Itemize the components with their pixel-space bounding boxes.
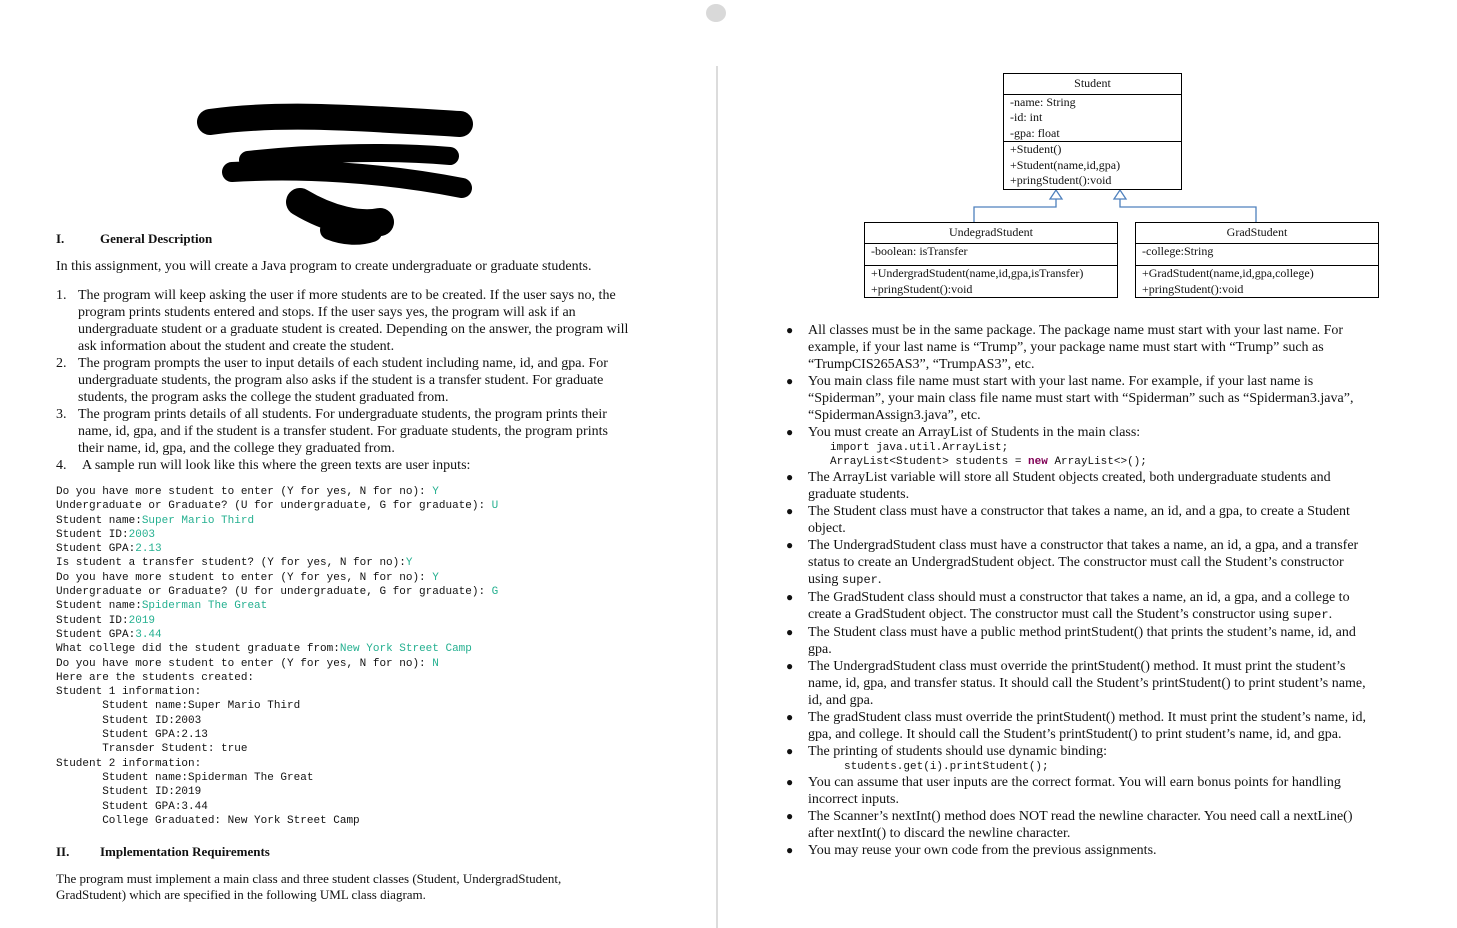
user-input: Super Mario Third xyxy=(141,514,255,527)
sample-run-line xyxy=(56,585,498,599)
uml-undergrad-methods xyxy=(865,266,1117,297)
step-number: 2. xyxy=(56,356,67,371)
sample-run-line xyxy=(56,485,498,499)
console-prompt: Undergraduate or Graduate? (U for undergraduate, G for graduate): xyxy=(56,500,492,513)
sample-run-line xyxy=(56,499,498,513)
bullet-icon: ● xyxy=(786,470,794,484)
requirement-text: The ArrayList variable will store all Student objects created, both undergraduate students and graduate students. xyxy=(808,470,1331,502)
sample-run-line xyxy=(56,514,498,528)
user-input: Y xyxy=(432,571,439,584)
bullet-icon: ● xyxy=(786,809,794,823)
sample-run-line xyxy=(56,742,498,756)
bullet-icon: ● xyxy=(786,504,794,518)
console-prompt: Do you have more student to enter (Y for yes, N for no): xyxy=(56,486,433,498)
requirement-text: The gradStudent class must override the printStudent() method. It must print the student’s name, id, gpa, and college. It should call the Student’s printStudent() to print student’s name, id, and gpa. xyxy=(808,710,1366,742)
requirement-item xyxy=(786,743,1368,774)
uml-grad-title: GradStudent xyxy=(1136,223,1378,244)
sample-run-line xyxy=(56,714,498,728)
console-prompt: Undergraduate or Graduate? (U for undergraduate, G for graduate): xyxy=(56,586,492,599)
section-2-title: Implementation Requirements xyxy=(100,844,270,859)
sample-run-line xyxy=(56,685,498,699)
sample-run-line xyxy=(56,671,498,685)
redaction-scribble xyxy=(0,0,716,260)
requirement-text: The Scanner’s nextInt() method does NOT read the newline character. You need call a nextLine() after nextInt() to discard the newline character. xyxy=(808,809,1353,841)
requirement-text: The Student class must have a constructor that takes a name, an id, and a gpa, to create a Student object. xyxy=(808,504,1350,536)
uml-student-title: Student xyxy=(1004,74,1181,95)
uml-method: +Student() xyxy=(1010,142,1062,156)
undergrad-inheritance-line xyxy=(974,198,1056,222)
uml-undergrad-attributes xyxy=(865,244,1117,267)
bullet-icon: ● xyxy=(786,843,794,857)
sample-run-line xyxy=(56,728,498,742)
section-2-heading xyxy=(56,844,270,860)
requirement-item xyxy=(786,658,1368,709)
console-prompt: Student GPA: xyxy=(56,543,136,556)
undergrad-arrowhead xyxy=(1050,190,1062,199)
requirement-text: You must create an ArrayList of Students in the main class: xyxy=(808,425,1141,440)
uml-grad-methods xyxy=(1136,266,1378,297)
bullet-icon: ● xyxy=(786,744,794,758)
intro-paragraph: In this assignment, you will create a Java program to create undergraduate or graduate students. xyxy=(56,259,592,274)
sample-run-line xyxy=(56,528,498,542)
code-arraylist-line xyxy=(808,455,1368,469)
bullet-icon: ● xyxy=(786,590,794,604)
section-1-title: General Description xyxy=(100,231,213,246)
code-super: super xyxy=(841,573,878,587)
console-prompt: Student GPA:2.13 xyxy=(56,729,208,742)
step-text: The program prompts the user to input details of each student including name, id, and gpa. For undergraduate students, the program also asks if the student is a transfer student. For graduate students, the program asks the college the student graduated from. xyxy=(78,356,608,405)
user-input: Y xyxy=(432,486,439,498)
bullet-icon: ● xyxy=(786,775,794,789)
bullet-icon: ● xyxy=(786,625,794,639)
uml-method: +pringStudent():void xyxy=(1010,173,1112,187)
requirement-text: You can assume that user inputs are the correct format. You will earn bonus points for handling incorrect inputs. xyxy=(808,775,1341,807)
uml-student-attributes xyxy=(1004,95,1181,143)
step-text: The program will keep asking the user if more students are to be created. If the user says no, the program prints students entered and stops. If the user says yes, the program will ask if an undergraduate student or a graduate student is created. Depending on the answer, the program will ask information about the student and create the student. xyxy=(78,288,629,354)
requirement-item xyxy=(786,322,1368,373)
uml-student-methods xyxy=(1004,142,1181,189)
user-input: N xyxy=(432,657,439,670)
step-text: The program prints details of all students. For undergraduate students, the program prints their name, id, gpa, and if the student is a transfer student. For graduate students, the program prints their name, id, gpa, and the college they graduated from. xyxy=(78,407,608,456)
sample-run-line xyxy=(56,642,498,656)
uml-attribute: -boolean: isTransfer xyxy=(871,243,968,258)
bullet-icon: ● xyxy=(786,323,794,337)
requirement-item xyxy=(786,373,1368,424)
console-prompt: Do you have more student to enter (Y for yes, N for no): xyxy=(56,657,433,670)
sample-run-output xyxy=(56,485,498,828)
console-prompt: Student name:Super Mario Third xyxy=(56,700,301,713)
console-prompt: Student name:Spiderman The Great xyxy=(56,771,314,784)
console-prompt: Student ID:2003 xyxy=(56,714,202,727)
requirement-item xyxy=(786,624,1368,658)
sample-run-line xyxy=(56,699,498,713)
uml-undergrad-title: UndegradStudent xyxy=(865,223,1117,244)
requirement-text: You main class file name must start with your last name. For example, if your last name is “Spiderman”, your main class file name must start with “Spiderman” such as “Spiderman3.java”, “SpidermanAssign3.java”, etc. xyxy=(808,374,1354,423)
sample-run-line xyxy=(56,800,498,814)
step-item xyxy=(56,287,636,355)
uml-method: +UndergradStudent(name,id,gpa,isTransfer) xyxy=(871,266,1084,280)
user-input: New York Street Camp xyxy=(339,643,472,656)
requirement-text: You may reuse your own code from the previous assignments. xyxy=(808,843,1157,858)
requirement-text: The Student class must have a public method printStudent() that prints the student’s name, id, and gpa. xyxy=(808,625,1356,657)
user-input: 2.13 xyxy=(135,543,162,556)
requirement-text-end: . xyxy=(877,572,882,587)
uml-grad-attributes xyxy=(1136,244,1378,267)
code-fragment: ArrayList<Student> students = xyxy=(830,456,1029,468)
user-input: 2003 xyxy=(128,528,156,541)
step-number: 4. xyxy=(56,458,67,473)
console-prompt: College Graduated: New York Street Camp xyxy=(56,814,360,827)
console-prompt: Student name: xyxy=(56,514,142,527)
user-input: Spiderman The Great xyxy=(141,600,268,613)
user-input: Y xyxy=(405,557,413,570)
uml-method: +pringStudent():void xyxy=(1142,281,1244,296)
console-prompt: Student ID: xyxy=(56,528,129,541)
section-2-number: II. xyxy=(56,844,70,859)
code-keyword: new xyxy=(1028,456,1048,468)
code-dynamic-binding-line: students.get(i).printStudent(); xyxy=(844,761,1049,773)
sample-run-line xyxy=(56,571,498,585)
console-prompt: Do you have more student to enter (Y for yes, N for no): xyxy=(56,571,433,584)
sample-run-line xyxy=(56,542,498,556)
right-page xyxy=(718,0,1457,928)
uml-method: +Student(name,id,gpa) xyxy=(1010,157,1121,172)
user-input: 2019 xyxy=(128,614,156,627)
sample-run-line xyxy=(56,771,498,785)
sample-run-line xyxy=(56,657,498,671)
code-super: super xyxy=(1292,608,1329,622)
console-prompt: Student GPA:3.44 xyxy=(56,800,208,813)
sample-run-line xyxy=(56,599,498,613)
requirement-item xyxy=(786,589,1368,624)
console-prompt: What college did the student graduate from: xyxy=(56,643,340,656)
requirement-text: The GradStudent class should must a constructor that takes a name, an id, a gpa, and a college to create a GradStudent object. The constructor must call the Student’s constructor using xyxy=(808,590,1350,622)
requirement-text: The printing of students should use dynamic binding: xyxy=(808,744,1108,759)
requirement-item xyxy=(786,808,1368,842)
requirement-text: The UndergradStudent class must have a constructor that takes a name, an id, a gpa, and a transfer status to create an UndergradStudent object. The constructor must call the Student’s constructor using xyxy=(808,538,1359,587)
console-prompt: Transder Student: true xyxy=(56,743,248,756)
requirement-item xyxy=(786,709,1368,743)
step-item xyxy=(56,406,636,457)
console-prompt: Here are the students created: xyxy=(56,671,255,684)
grad-arrowhead xyxy=(1114,190,1126,199)
sample-run-line xyxy=(56,814,498,828)
sample-run-line xyxy=(56,757,498,771)
section-1-number: I. xyxy=(56,231,65,246)
bullet-icon: ● xyxy=(786,710,794,724)
step-item xyxy=(56,457,636,474)
uml-class-grad xyxy=(1135,222,1379,298)
user-input: G xyxy=(491,586,499,599)
bullet-icon: ● xyxy=(786,659,794,673)
uml-attribute: -gpa: float xyxy=(1010,125,1060,140)
requirement-text: All classes must be in the same package. The package name must start with your last name. For example, if your last name is “Trump”, your package name must start with “Trump” such as “TrumpCIS265AS3”, “TrumpAS3”, etc. xyxy=(808,323,1344,372)
requirement-item xyxy=(786,503,1368,537)
console-prompt: Student 2 information: xyxy=(56,757,202,770)
code-fragment: ArrayList<>(); xyxy=(1047,456,1147,468)
console-prompt: Student 1 information: xyxy=(56,686,202,699)
steps-list xyxy=(56,287,636,474)
console-prompt: Student name: xyxy=(56,600,142,613)
console-prompt: Student ID:2019 xyxy=(56,786,202,799)
requirement-item xyxy=(786,842,1368,859)
sample-run-line xyxy=(56,556,498,570)
implementation-paragraph: The program must implement a main class and three student classes (Student, UndergradStudent, GradStudent) which are specified in the following UML class diagram. xyxy=(56,871,562,902)
user-input: U xyxy=(491,500,499,513)
sample-run-line xyxy=(56,614,498,628)
console-prompt: Student ID: xyxy=(56,614,129,627)
uml-class-undergrad xyxy=(864,222,1118,298)
uml-method: +pringStudent():void xyxy=(871,281,973,296)
bullet-icon: ● xyxy=(786,374,794,388)
sample-run-line xyxy=(56,785,498,799)
uml-attribute: -college:String xyxy=(1142,243,1214,258)
requirement-text-end: . xyxy=(1328,607,1333,622)
console-prompt: Is student a transfer student? (Y for yes, N for no): xyxy=(56,557,406,570)
left-page xyxy=(0,0,716,928)
uml-attribute: -name: String xyxy=(1010,94,1076,109)
requirement-item xyxy=(786,537,1368,589)
uml-class-student xyxy=(1003,73,1182,190)
step-item xyxy=(56,355,636,406)
bullet-icon: ● xyxy=(786,538,794,552)
grad-inheritance-line xyxy=(1120,198,1256,222)
uml-method: +GradStudent(name,id,gpa,college) xyxy=(1142,266,1314,280)
requirements-list xyxy=(786,322,1368,859)
requirement-text: The UndergradStudent class must override the printStudent() method. It must print the student’s name, id, gpa, and transfer status. It should call the Student’s printStudent() to print student’s name, id, and gpa. xyxy=(808,659,1366,708)
step-number: 1. xyxy=(56,288,67,303)
step-number: 3. xyxy=(56,407,67,422)
requirement-item xyxy=(786,469,1368,503)
section-1-heading xyxy=(56,231,212,247)
requirement-item xyxy=(786,774,1368,808)
step-text: A sample run will look like this where the green texts are user inputs: xyxy=(82,458,471,473)
uml-attribute: -id: int xyxy=(1010,110,1043,124)
user-input: 3.44 xyxy=(135,628,162,641)
sample-run-line xyxy=(56,628,498,642)
console-prompt: Student GPA: xyxy=(56,628,136,641)
requirement-item xyxy=(786,424,1368,469)
code-import-line: import java.util.ArrayList; xyxy=(830,442,1009,454)
bullet-icon: ● xyxy=(786,425,794,439)
